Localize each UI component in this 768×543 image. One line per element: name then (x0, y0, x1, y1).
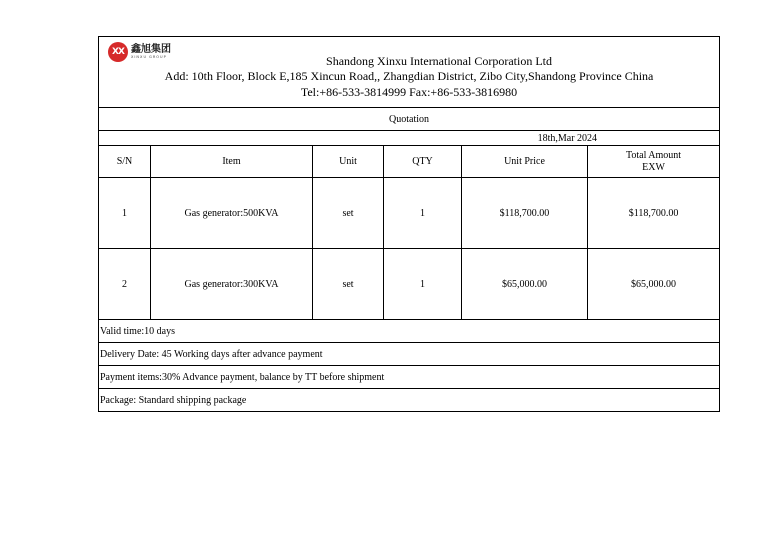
total-header-line2: EXW (642, 161, 665, 173)
column-header-total (588, 146, 720, 178)
document-date: 18th,Mar 2024 (99, 131, 720, 146)
delivery-date-note: Delivery Date: 45 Working days after advance payment (99, 343, 720, 366)
logo-chinese-name: 鑫旭集团 (131, 44, 171, 55)
logo-english-name: XINXU GROUP (131, 55, 167, 59)
cell-item: Gas generator:300KVA (151, 249, 313, 320)
package-note: Package: Standard shipping package (99, 389, 720, 412)
letterhead (99, 37, 720, 108)
table-row (99, 178, 720, 249)
payment-terms-note: Payment items:30% Advance payment, balance by TT before shipment (99, 366, 720, 389)
cell-unit: set (313, 249, 384, 320)
cell-unit-price: $118,700.00 (462, 178, 588, 249)
company-contact: Tel:+86-533-3814999 Fax:+86-533-3816980 (300, 84, 518, 99)
company-address: Add: 10th Floor, Block E,185 Xincun Road,, Zhangdian District, Zibo City,Shandong Province China (164, 69, 654, 84)
column-header-unit: Unit (313, 146, 384, 178)
column-header-sn: S/N (99, 146, 151, 178)
quotation-sheet (98, 36, 720, 412)
cell-item: Gas generator:500KVA (151, 178, 313, 249)
table-row (99, 249, 720, 320)
table-header-row (99, 146, 720, 178)
cell-unit-price: $65,000.00 (462, 249, 588, 320)
total-header-line1: Total Amount (625, 149, 682, 161)
column-header-item: Item (151, 146, 313, 178)
cell-sn: 1 (99, 178, 151, 249)
company-name: Shandong Xinxu International Corporation Ltd (326, 53, 552, 68)
cell-sn: 2 (99, 249, 151, 320)
cell-unit: set (313, 178, 384, 249)
company-logo (108, 42, 171, 62)
valid-time-note: Valid time:10 days (99, 320, 720, 343)
logo-mark-icon: XX (108, 42, 128, 62)
cell-qty: 1 (384, 249, 462, 320)
cell-total: $65,000.00 (588, 249, 720, 320)
document-title: Quotation (99, 108, 720, 131)
column-header-unit-price: Unit Price (462, 146, 588, 178)
column-header-qty: QTY (384, 146, 462, 178)
cell-qty: 1 (384, 178, 462, 249)
cell-total: $118,700.00 (588, 178, 720, 249)
